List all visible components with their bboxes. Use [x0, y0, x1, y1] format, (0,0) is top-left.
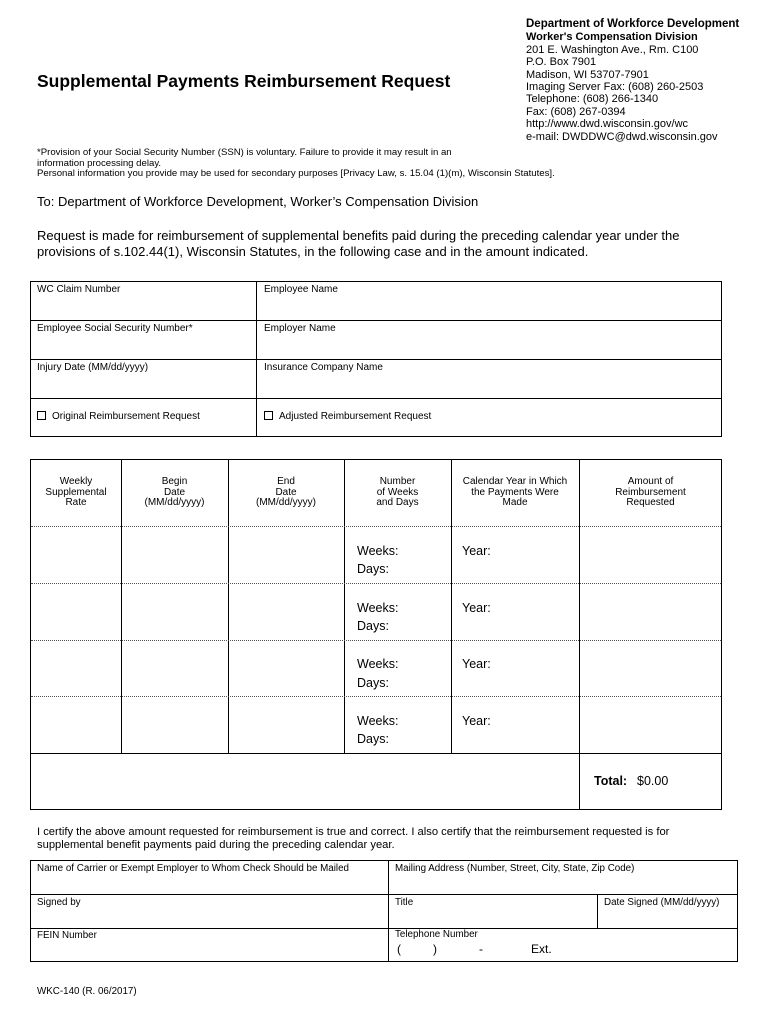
claim-row [31, 399, 721, 438]
original-request-option[interactable] [37, 411, 200, 422]
claim-row [31, 321, 721, 360]
telephone-field[interactable]: Telephone Number [395, 929, 478, 940]
agency-department: Department of Workforce Development [526, 18, 740, 30]
insurance-company-field[interactable]: Insurance Company Name [264, 362, 383, 373]
header-end-date: End Date (MM/dd/yyyy) [256, 476, 316, 509]
claim-info-table [30, 281, 722, 437]
weeks-label: Weeks: [357, 601, 399, 615]
privacy-line: information processing delay. [37, 157, 162, 169]
form-number: WKC-140 (R. 06/2017) [37, 986, 137, 997]
days-label: Days: [357, 676, 389, 690]
year-label: Year: [462, 714, 491, 728]
header-begin-date: Begin Date (MM/dd/yyyy) [144, 476, 205, 509]
header-calendar-year: Calendar Year in Which the Payments Were Made [462, 476, 568, 509]
signed-by-field[interactable]: Signed by [37, 897, 81, 908]
date-signed-field[interactable]: Date Signed (MM/dd/yyyy) [604, 897, 720, 908]
certification-statement: I certify the above amount requested for reimbursement is true and correct. I also certify that the reimbursement requested is for supplemental benefit payments paid during the preceding calendar year. [37, 826, 670, 851]
year-label: Year: [462, 544, 491, 558]
page-title: Supplemental Payments Reimbursement Request [37, 71, 451, 91]
carrier-info-table [30, 860, 738, 962]
year-label: Year: [462, 657, 491, 671]
claim-row [31, 360, 721, 399]
carrier-name-field[interactable]: Name of Carrier or Exempt Employer to Whom Check Should be Mailed [37, 863, 349, 874]
days-label: Days: [357, 619, 389, 633]
header-amount: Amount of Reimbursement Requested [615, 476, 686, 509]
phone-open-paren: ( [397, 942, 401, 956]
employee-name-field[interactable]: Employee Name [264, 284, 338, 295]
weeks-label: Weeks: [357, 657, 399, 671]
agency-address-line: P.O. Box 7901 [526, 56, 597, 69]
original-request-label: Original Reimbursement Request [52, 411, 200, 422]
agency-address-line: Madison, WI 53707-7901 [526, 68, 649, 81]
total-value[interactable]: $0.00 [637, 774, 669, 788]
agency-address-block [526, 18, 739, 143]
adjusted-request-checkbox[interactable] [264, 411, 273, 420]
total-label: Total: [594, 774, 628, 788]
days-label: Days: [357, 562, 389, 576]
agency-telephone: Telephone: (608) 266-1340 [526, 93, 659, 106]
privacy-line: *Provision of your Social Security Number (SSN) is voluntary. Failure to provide it may result in an [37, 147, 452, 158]
header-weeks-days: Number of Weeks and Days [376, 476, 419, 509]
claim-row [31, 282, 721, 321]
privacy-line: Personal information you provide may be used for secondary purposes [Privacy Law, s. 15.04 (1)(m), Wisconsin Statutes]. [37, 168, 555, 180]
employee-ssn-field[interactable]: Employee Social Security Number* [37, 323, 193, 334]
to-line: To: Department of Workforce Development, Worker’s Compensation Division [37, 194, 479, 209]
phone-close-paren: ) [433, 942, 437, 956]
privacy-notice [37, 148, 597, 180]
injury-date-field[interactable]: Injury Date (MM/dd/yyyy) [37, 362, 149, 373]
agency-division: Worker's Compensation Division [526, 31, 698, 44]
fein-field[interactable]: FEIN Number [37, 930, 97, 941]
phone-ext-label: Ext. [531, 942, 552, 956]
agency-fax: Fax: (608) 267-0394 [526, 105, 626, 118]
mailing-address-field[interactable]: Mailing Address (Number, Street, City, State, Zip Code) [395, 863, 635, 874]
wc-claim-number-field[interactable]: WC Claim Number [37, 284, 121, 295]
agency-imaging-fax: Imaging Server Fax: (608) 260-2503 [526, 81, 704, 94]
adjusted-request-option[interactable] [264, 411, 431, 422]
weeks-label: Weeks: [357, 544, 399, 558]
days-label: Days: [357, 732, 389, 746]
agency-address-line: 201 E. Washington Ave., Rm. C100 [526, 43, 699, 56]
original-request-checkbox[interactable] [37, 411, 46, 420]
phone-dash: - [479, 942, 483, 956]
request-statement: Request is made for reimbursement of supplemental benefits paid during the preceding calendar year under the provisions of s.102.44(1), Wisconsin Statutes, in the following case and in the amount indicated. [37, 228, 680, 259]
adjusted-request-label: Adjusted Reimbursement Request [279, 411, 432, 422]
weeks-label: Weeks: [357, 714, 399, 728]
title-field[interactable]: Title [395, 897, 414, 908]
year-label: Year: [462, 601, 491, 615]
header-weekly-rate: Weekly Supplemental Rate [45, 476, 107, 509]
agency-website: http://www.dwd.wisconsin.gov/wc [526, 118, 689, 131]
total-cell [579, 753, 723, 810]
employer-name-field[interactable]: Employer Name [264, 323, 336, 334]
agency-email: e-mail: DWDDWC@dwd.wisconsin.gov [526, 130, 718, 143]
payments-table [30, 459, 722, 810]
